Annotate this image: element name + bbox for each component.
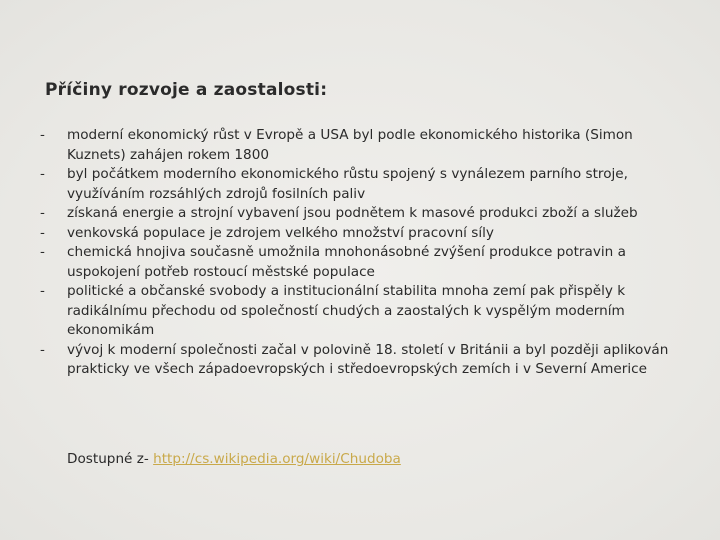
list-item-text: politické a občanské svobody a institucionální stabilita mnoha zemí pak přispěly k radikálnímu přechodu od společností chudých a zaostalých k vyspělým moderním ekonomikám: [67, 283, 626, 338]
list-item-text: moderní ekonomický růst v Evropě a USA byl podle ekonomického historika (Simon Kuznets) zahájen rokem 1800: [67, 127, 633, 163]
bullet-dash: -: [40, 283, 45, 299]
bullet-dash: -: [40, 341, 45, 358]
list-item-text: venkovská populace je zdrojem velkého množství pracovní síly: [67, 224, 494, 241]
bullet-dash: -: [40, 166, 45, 182]
list-item-text: chemická hnojiva současně umožnila mnohonásobné zvýšení produkce potravin a uspokojení potřeb rostoucí městské populace: [67, 244, 626, 280]
bullet-dash: -: [40, 205, 45, 221]
list-item: [40, 243, 680, 282]
source-line: [67, 450, 401, 470]
source-link[interactable]: http://cs.wikipedia.org/wiki/Chudoba: [153, 451, 401, 467]
list-item: [40, 165, 680, 204]
bullet-dash: -: [40, 127, 45, 143]
list-item: [40, 224, 680, 244]
slide-title: Příčiny rozvoje a zaostalosti:: [45, 80, 328, 100]
list-item: [40, 204, 680, 224]
list-item: [40, 282, 680, 341]
source-prefix: Dostupné z-: [67, 451, 154, 467]
list-item: [40, 341, 680, 380]
list-item: [40, 126, 680, 165]
bullet-dash: -: [40, 244, 45, 260]
list-item-text: byl počátkem moderního ekonomického růstu spojený s vynálezem parního stroje, využíváním rozsáhlých zdrojů fosilních paliv: [67, 166, 628, 202]
bullet-list: [40, 126, 680, 380]
bullet-dash: -: [40, 224, 45, 241]
list-item-text: vývoj k moderní společnosti začal v polovině 18. století v Británii a byl později aplikován prakticky ve všech západoevropských i středoevropských zemích i v Severní Americe: [67, 341, 669, 377]
list-item-text: získaná energie a strojní vybavení jsou podnětem k masové produkci zboží a služeb: [67, 205, 638, 221]
